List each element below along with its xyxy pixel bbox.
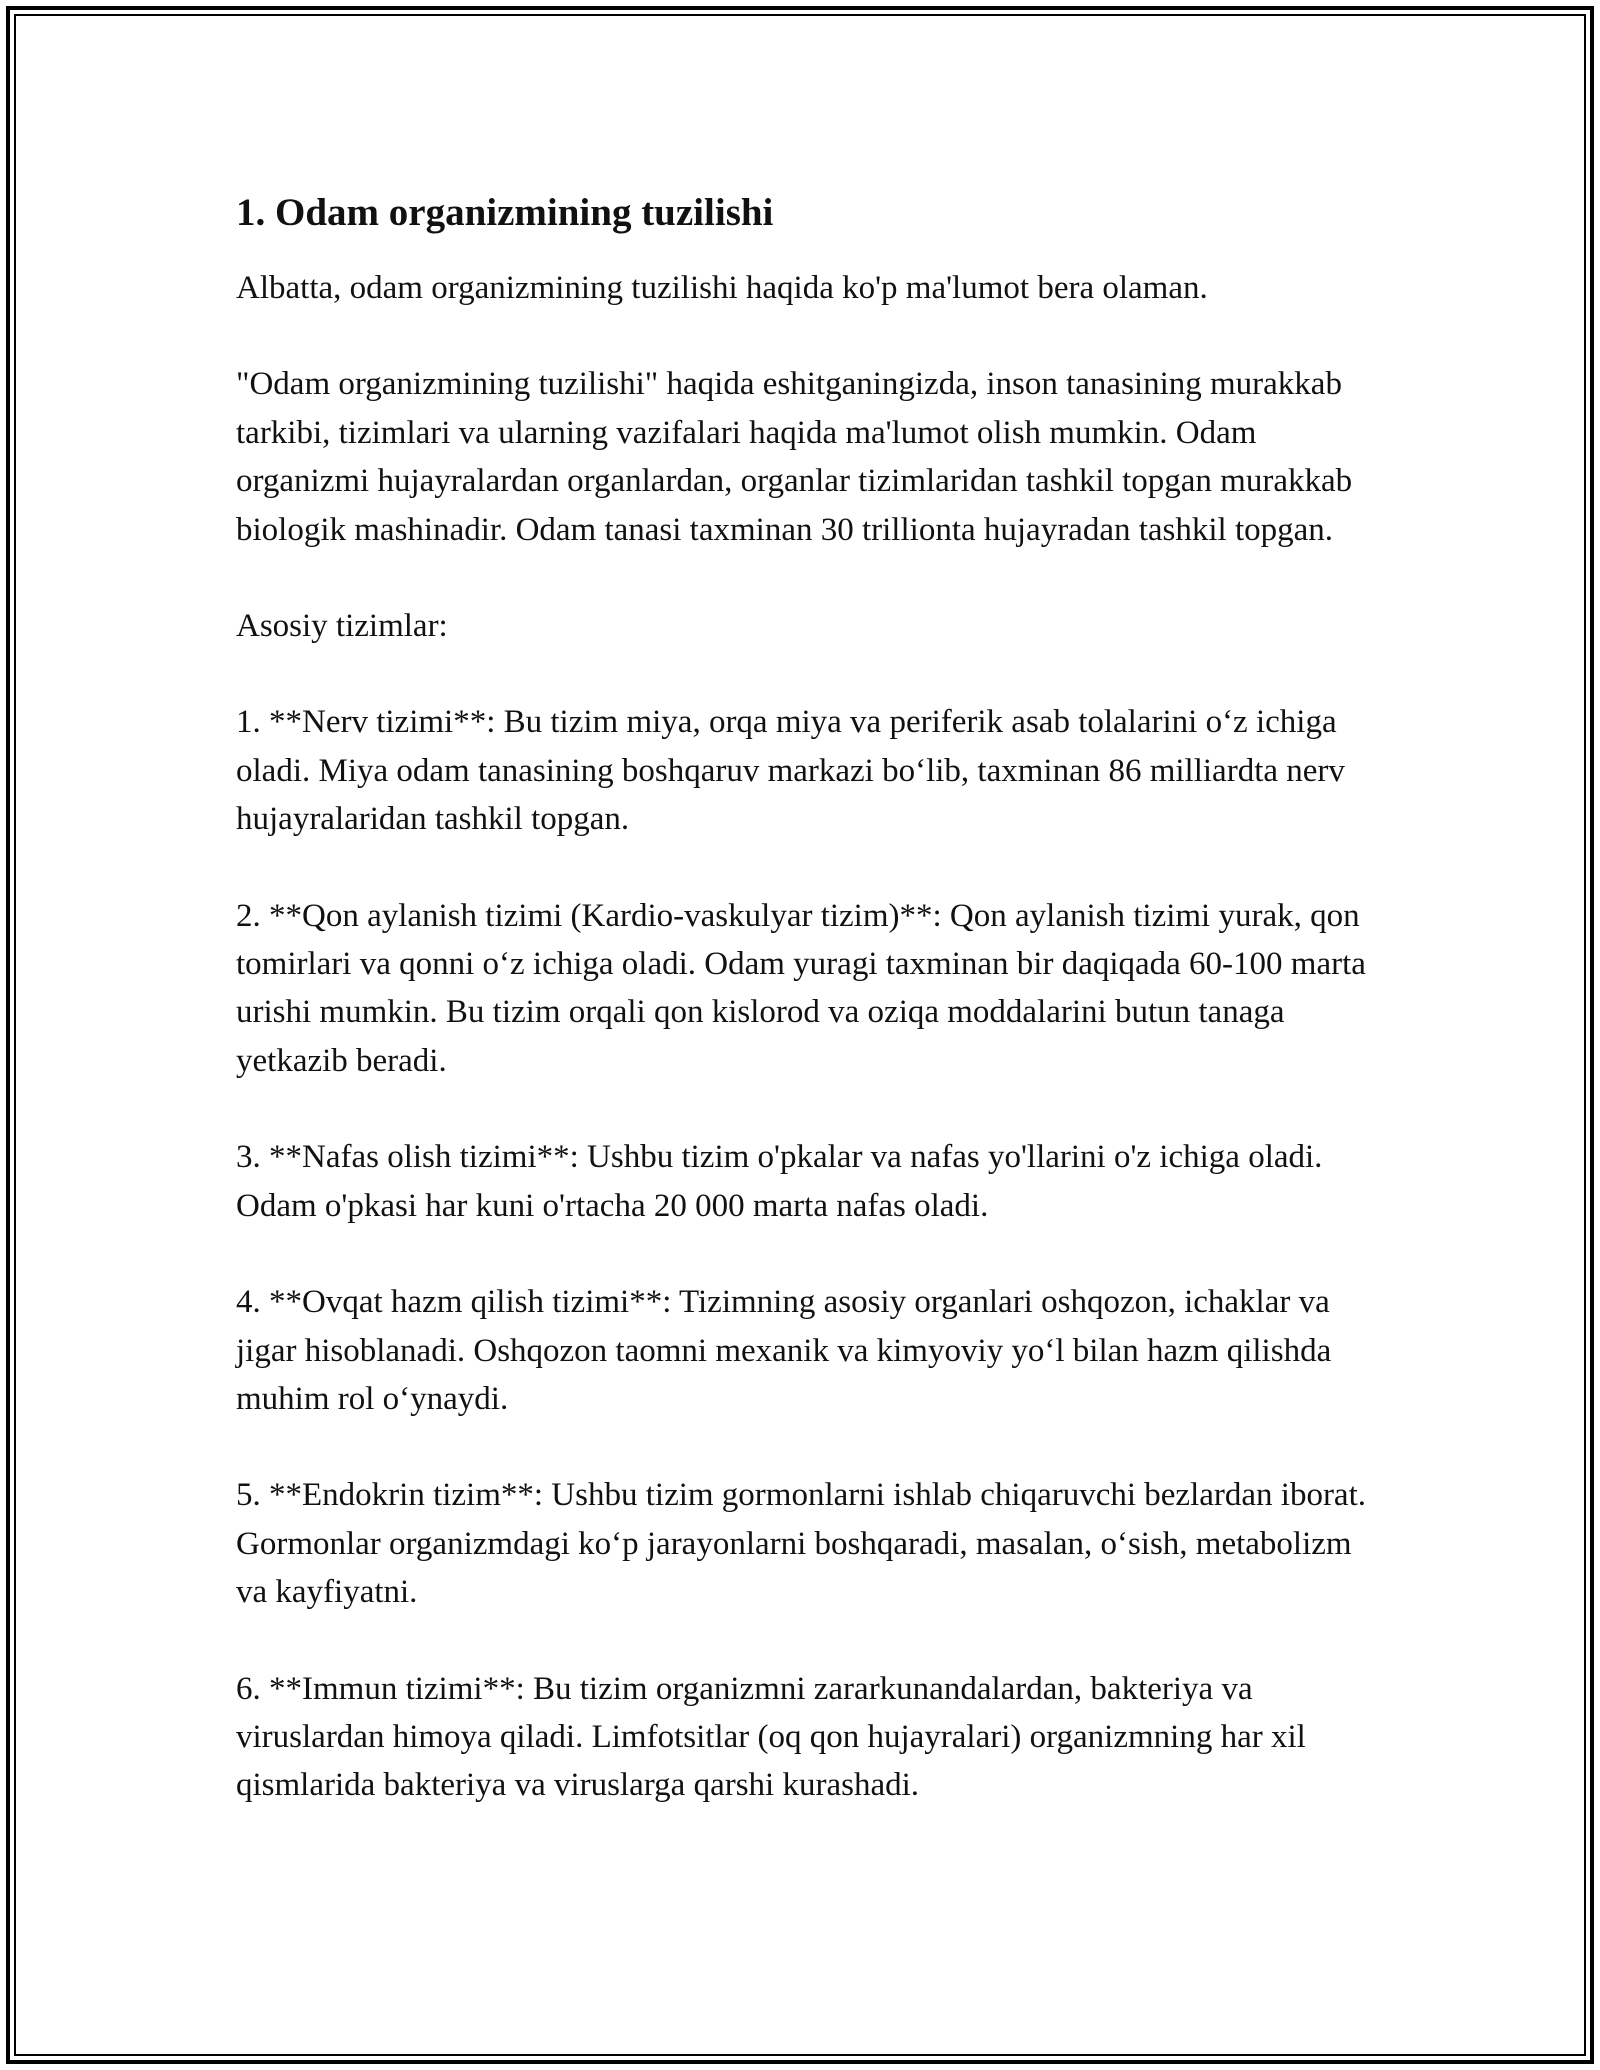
systems-heading: Asosiy tizimlar: [236,608,448,645]
list-item-endocrine-system: 5. **Endokrin tizim**: Ushbu tizim gormonlarni ishlab chiqaruvchi bezlardan iborat. Gormonlar organizmdagi ko‘p jarayonlarni boshqaradi, masalan, o‘sish, metabolizm va kayfiyatni. [236,1477,1366,1611]
document-body [236,186,1386,1858]
list-item-digestive-system: 4. **Ovqat hazm qilish tizimi**: Tizimning asosiy organlari oshqozon, ichaklar va jigar hisoblanadi. Oshqozon taomni mexanik va kimyoviy yo‘l bilan hazm qilishda muhim rol o‘ynaydi. [236,1284,1332,1417]
list-item-circulatory-system: 2. **Qon aylanish tizimi (Kardio-vaskulyar tizim)**: Qon aylanish tizimi yurak, qon tomirlari va qonni o‘z ichiga oladi. Odam yuragi taxminan bir daqiqada 60-100 marta urishi mumkin. Bu tizim orqali qon kislorod va oziqa moddalarini butun tanaga yetkazib beradi. [236,897,1366,1079]
list-item-immune-system: 6. **Immun tizimi**: Bu tizim organizmni zararkunandalardan, bakteriya va viruslardan himoya qiladi. Limfotsitlar (oq qon hujayralari) organizmning har xil qismlarida bakteriya va viruslarga qarshi kurashadi. [236,1670,1306,1804]
list-item-respiratory-system: 3. **Nafas olish tizimi**: Ushbu tizim o'pkalar va nafas yo'llarini o'z ichiga oladi. Odam o'pkasi har kuni o'rtacha 20 000 marta nafas oladi. [236,1139,1323,1224]
intro-paragraph: Albatta, odam organizmining tuzilishi haqida ko'p ma'lumot bera olaman. [236,270,1208,306]
document-title: 1. Odam organizmining tuzilishi [236,191,774,234]
description-paragraph: "Odam organizmining tuzilishi" haqida eshitganingizda, inson tanasining murakkab tarkibi, tizimlari va ularning vazifalari haqida ma'lumot olish mumkin. Odam organizmi hujayralardan organlardan, organlar tizimlaridan tashkil topgan murakkab biologik mashinadir. Odam tanasi taxminan 30 trillionta hujayradan tashkil topgan. [236,366,1353,548]
list-item-nervous-system: 1. **Nerv tizimi**: Bu tizim miya, orqa miya va periferik asab tolalarini o‘z ichiga oladi. Miya odam tanasining boshqaruv markazi bo‘lib, taxminan 86 milliardta nerv hujayralaridan tashkil topgan. [236,704,1345,838]
